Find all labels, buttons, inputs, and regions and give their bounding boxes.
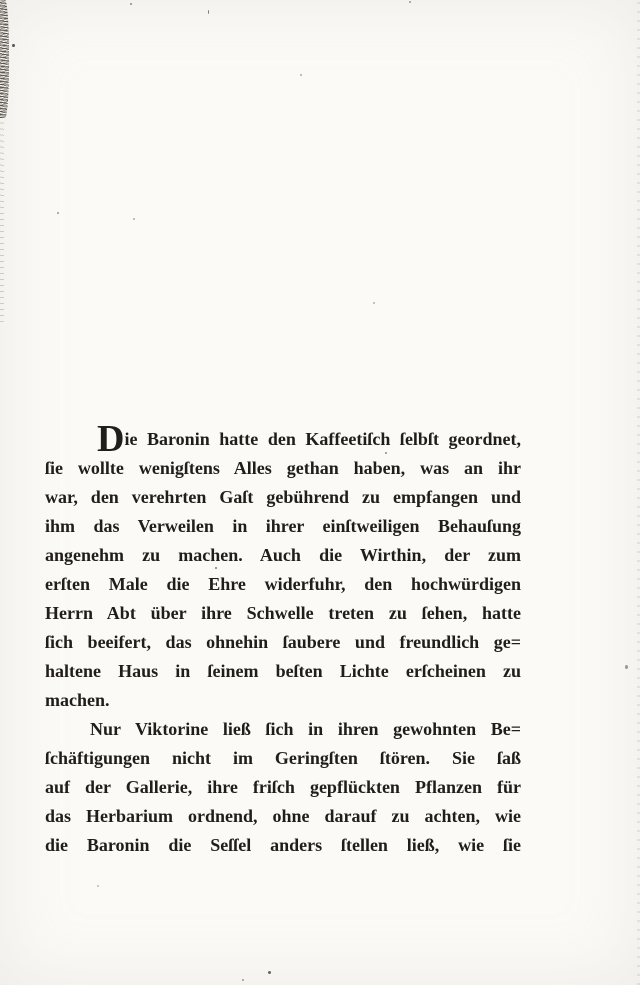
paragraph-1 [45,418,521,715]
scan-speckle [268,971,271,974]
text-line: Herrn Abt über ihre Schwelle treten zu ſehen, hatte [45,603,521,623]
text-line: machen. [45,690,110,710]
scan-speckle [208,10,209,14]
text-line: war, den verehrten Gaſt gebührend zu empfangen und [45,487,521,507]
scan-noise-left-edge-tail [0,112,4,322]
text-line: ſie wollte wenigſtens Alles gethan haben, was an ihr [45,458,521,478]
scan-speckle [373,302,375,304]
scan-speckle [12,44,15,47]
body-text-block [45,418,521,860]
text-line: auf der Gallerie, ihre friſch gepflückten Pflanzen für [45,777,521,797]
scan-speckle [625,665,628,669]
scan-speckle [97,885,99,887]
text-line: haltene Haus in ſeinem beſten Lichte erſcheinen zu [45,661,521,681]
text-line: ſchäftigungen nicht im Geringſten ſtören. Sie ſaß [45,748,521,768]
paragraph-2 [45,715,521,860]
text-line: erſten Male die Ehre widerfuhr, den hochwürdigen [45,574,521,594]
text-line [45,418,521,460]
text-line: ihm das Verweilen in ihrer einſtweiligen Behauſung [45,516,521,536]
text-line: Nur Viktorine ließ ſich in ihren gewohnten Be= [90,719,521,739]
scan-noise-left-edge [0,0,9,118]
scan-speckle [133,218,135,220]
scan-speckle [300,74,302,76]
scan-speckle [130,3,132,5]
scan-speckle [57,212,59,214]
text-line: angenehm zu machen. Auch die Wirthin, der zum [45,545,521,565]
text-line: ſich beeifert, das ohnehin ſaubere und freundlich ge= [45,632,521,652]
scan-speckle [242,979,244,981]
text-line: die Baronin die Seſſel anders ſtellen ließ, wie ſie [45,835,521,855]
scan-speckle [409,1,411,3]
drop-cap-initial: D [97,418,125,460]
text-line: das Herbarium ordnend, ohne darauf zu achten, wie [45,806,521,826]
text-line-rest: ie Baronin hatte den Kaffeetiſch ſelbſt geordnet, [124,429,521,449]
